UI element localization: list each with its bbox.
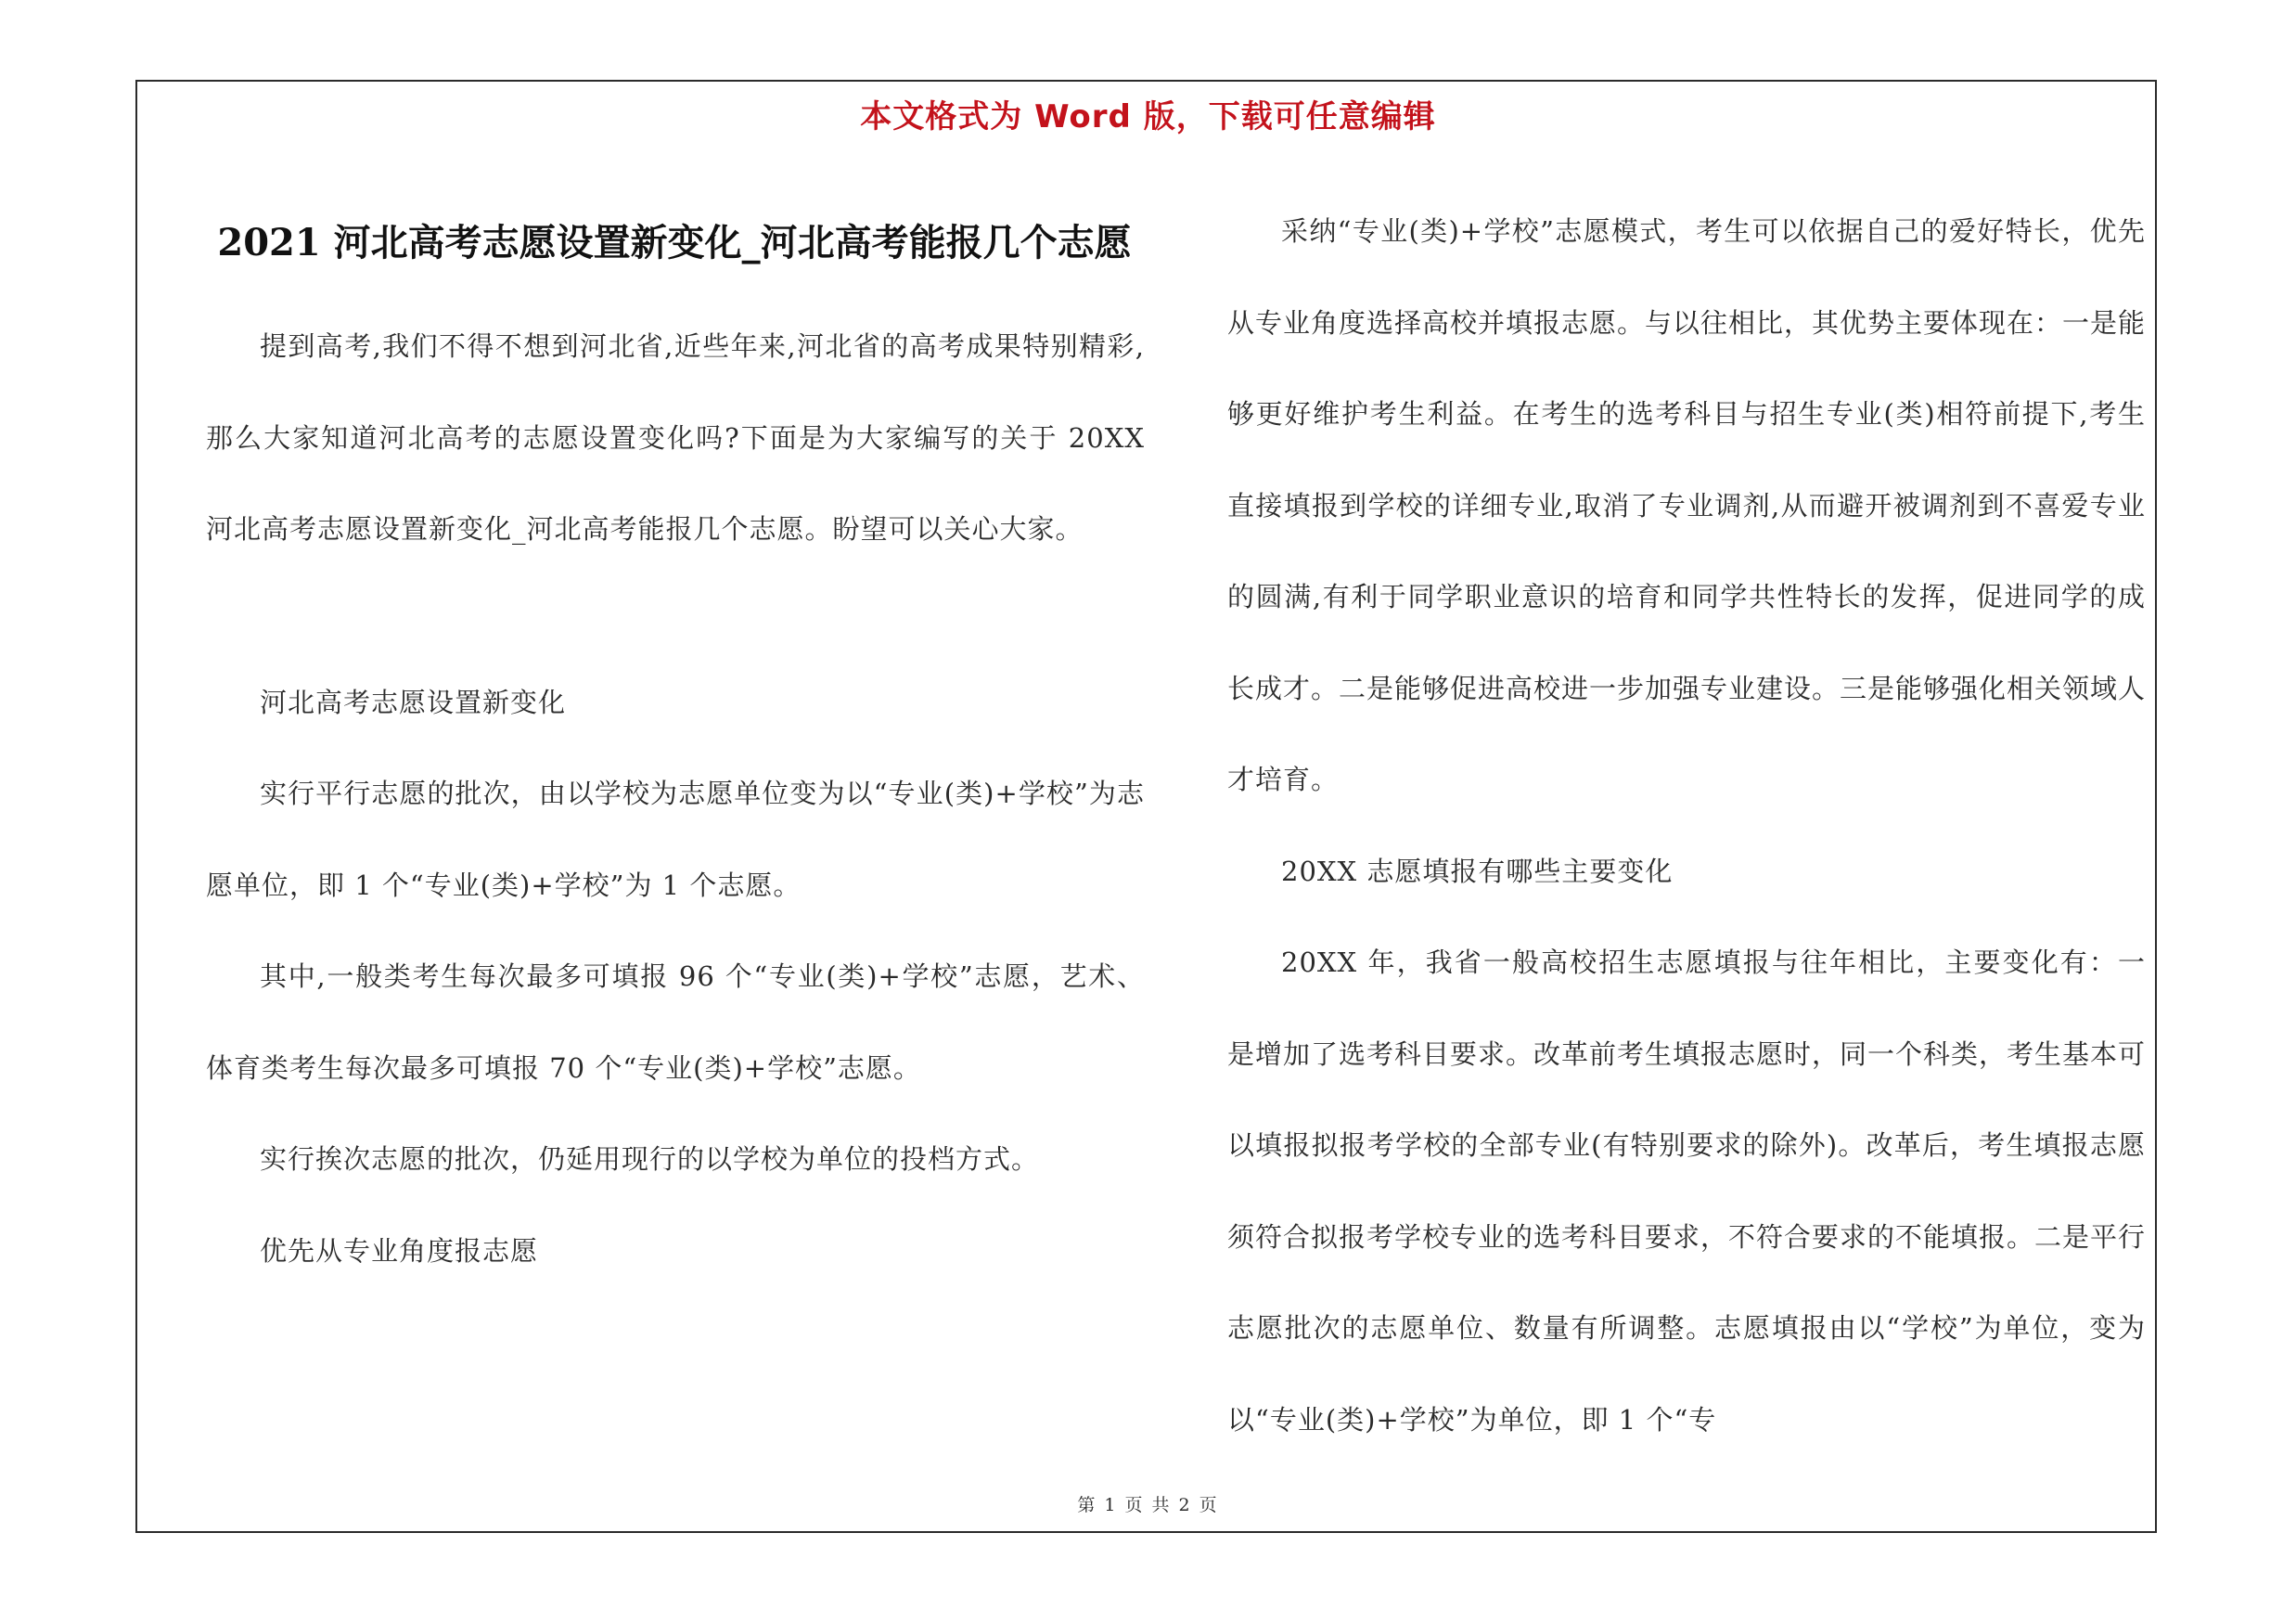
paragraph-parallel-volunteer: 实行平行志愿的批次，由以学校为志愿单位变为以“专业(类)+学校”为志愿单位，即 1 个“专业(类)+学校”为 1 个志愿。 [206,778,1145,901]
paragraph-major-school-mode: 采纳“专业(类)+学校”志愿模式，考生可以依据自己的爱好特长，优先从专业角度选择高校并填报志愿。与以往相比，其优势主要体现在：一是能够更好维护考生利益。在考生的选考科目与招生专业(类)相符前提下,考生直接填报到学校的详细专业,取消了专业调剂,从而避开被调剂到不喜爱专业的圆满,有利于同学职业意识的培育和同学共性特长的发挥，促进同学的成长成才。二是能够促进高校进一步加强专业建设。三是能够强化相关领域人才培育。 [1227,215,2147,795]
paragraph-changes-detail: 20XX 年，我省一般高校招生志愿填报与往年相比，主要变化有：一是增加了选考科目要求。改革前考生填报志愿时，同一个科类，考生基本可以填报拟报考学校的全部专业(有特别要求的除外)。改革后，考生填报志愿须符合拟报考学校专业的选考科目要求，不符合要求的不能填报。二是平行志愿批次的志愿单位、数量有所调整。志愿填报由以“学校”为单位，变为以“专业(类)+学校”为单位，即 1 个“专 [1227,947,2147,1436]
left-column [206,204,1145,1296]
page-number-footer: 第 1 页 共 2 页 [1077,1495,1219,1515]
intro-paragraph: 提到高考,我们不得不想到河北省,近些年来,河北省的高考成果特别精彩,那么大家知道河北高考的志愿设置变化吗?下面是为大家编写的关于 20XX 河北高考志愿设置新变化_河北高考能报几个志愿。盼望可以关心大家。 [206,330,1145,545]
document-title: 2021 河北高考志愿设置新变化_河北高考能报几个志愿 [217,221,1132,264]
paragraph-volunteer-count: 其中,一般类考生每次最多可填报 96 个“专业(类)+学校”志愿，艺术、体育类考生每次最多可填报 70 个“专业(类)+学校”志愿。 [206,960,1145,1084]
subheading-main-changes: 20XX 志愿填报有哪些主要变化 [1281,855,1674,887]
subheading-major-priority: 优先从专业角度报志愿 [260,1234,539,1267]
paragraph-sequential-volunteer: 实行挨次志愿的批次，仍延用现行的以学校为单位的投档方式。 [260,1143,1040,1175]
right-column [1227,186,2146,1465]
section-heading: 河北高考志愿设置新变化 [260,686,567,718]
word-format-banner: 本文格式为 Word 版，下载可任意编辑 [860,98,1436,135]
